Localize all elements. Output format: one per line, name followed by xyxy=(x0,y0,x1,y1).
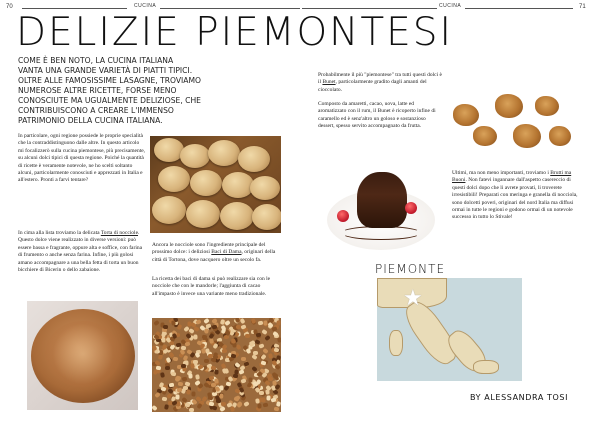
hazelnut-piece xyxy=(201,349,206,355)
hazelnut-piece xyxy=(214,378,219,384)
hazelnut-piece xyxy=(236,343,242,349)
lead-line: OLTRE ALLE FAMOSISSIME LASAGNE, TROVIAMO xyxy=(18,76,201,85)
hazelnut-piece xyxy=(255,398,260,404)
hazelnut-piece xyxy=(277,337,281,343)
hazelnut-piece xyxy=(190,363,195,369)
hazelnut-piece xyxy=(245,333,250,337)
brutti-paragraph xyxy=(452,170,580,222)
cookie xyxy=(190,170,222,196)
hazelnut-piece xyxy=(191,391,195,396)
hazelnut-piece xyxy=(272,380,277,385)
hazelnut-piece xyxy=(259,390,264,394)
header-rule-right-a xyxy=(302,8,437,9)
header-rule-left-a xyxy=(22,8,127,9)
hazelnut-piece xyxy=(256,333,261,338)
hazelnut-piece xyxy=(273,347,279,352)
star-icon: ★ xyxy=(403,286,423,311)
hazelnut-piece xyxy=(276,401,281,407)
hazelnut-piece xyxy=(258,403,262,408)
cookie xyxy=(453,104,479,126)
italy-map xyxy=(377,278,522,381)
map-sardinia xyxy=(389,330,403,356)
hazelnut-piece xyxy=(222,349,227,353)
byline: BY ALESSANDRA TOSI xyxy=(470,393,569,402)
hazelnut-piece xyxy=(274,406,280,411)
cookie xyxy=(513,124,541,148)
cookie xyxy=(535,96,559,116)
torta-link[interactable]: Torta di nocciole xyxy=(100,230,139,236)
section-label-right: CUCINA xyxy=(439,3,462,9)
map-label: PIEMONTE xyxy=(375,262,446,276)
lead-line: CONOSCIUTE MA UGUALMENTE DELIZIOSE, CHE xyxy=(18,96,201,105)
hazelnut-piece xyxy=(194,335,198,340)
hazelnut-piece xyxy=(163,324,168,328)
baci-text-before: Ancora le nocciole sono l'ingrediente principale del prossimo dolce: i deliziosi xyxy=(152,242,266,256)
bunet-link[interactable]: Bunet xyxy=(322,79,336,86)
baci-paragraph xyxy=(152,242,282,264)
lead-line: NUMEROSE ALTRE RICETTE, FORSE MENO xyxy=(18,86,177,95)
hazelnut-piece xyxy=(236,402,242,408)
baci-text-after: , originari della città di Tortona, dove nacquero oltre un secolo fa. xyxy=(152,249,276,263)
hazelnut-piece xyxy=(153,320,159,326)
lead-line: PATRIMONIO DELLA CUCINA ITALIANA. xyxy=(18,116,163,125)
bunet-text-after: , particolarmente gradito dagli amanti del cioccolato. xyxy=(318,79,427,93)
lead-line: VANTA UNA GRANDE VARIETÀ DI PIATTI TIPICI. xyxy=(18,66,193,75)
cookie xyxy=(186,200,220,228)
hazelnut-piece xyxy=(239,369,245,375)
hazelnut-piece xyxy=(205,328,209,333)
header-rule-right-b xyxy=(465,8,573,9)
raspberry xyxy=(405,202,417,214)
bunet-photo xyxy=(323,150,439,261)
hazelnut-piece xyxy=(182,376,188,381)
cookie xyxy=(473,126,497,146)
page-number-right: 71 xyxy=(579,4,586,10)
hazelnut-piece xyxy=(189,373,193,378)
raspberry xyxy=(337,210,349,222)
hazelnut-piece xyxy=(172,357,178,362)
page-title: DELIZIE PIEMONTESI xyxy=(16,10,454,55)
baci-link[interactable]: Baci di Dama xyxy=(211,249,242,256)
hazelnut-piece xyxy=(164,404,169,410)
hazelnut-piece xyxy=(184,402,190,407)
bunet-cake xyxy=(357,172,407,228)
hazelnut-piece xyxy=(214,369,218,374)
section-label-left: CUCINA xyxy=(134,3,157,9)
hazelnut-piece xyxy=(196,403,202,409)
hazelnuts-photo xyxy=(152,318,281,412)
cookie xyxy=(495,94,523,118)
hazelnut-piece xyxy=(171,320,176,326)
torta-paragraph xyxy=(18,230,146,274)
hazelnut-piece xyxy=(195,374,200,380)
hazelnut-piece xyxy=(161,397,167,402)
hazelnut-piece xyxy=(177,324,183,330)
baci-di-dama-photo xyxy=(150,136,281,233)
bunet-text-before: Probabilmente il più "piemontese" tra tutti questi dolci è il xyxy=(318,72,442,86)
hazelnut-piece xyxy=(266,396,270,401)
intro-paragraph: In particolare, ogni regione possiede le proprie specialità che la contraddistinguono dalle altre. In questo articolo mi focalizzerò sulla cucina piemontese, più precisamente, su alcuni dolci tipici di questa regione. Poiché la quantità di ricette è veramente notevole, ne ho scelti soltanto alcuni, particolarmente conosciuti e apprezzati in Italia e all'estero. Pronti a farvi tentare? xyxy=(18,133,146,184)
cookie xyxy=(250,176,280,200)
cookie xyxy=(180,144,210,168)
bunet-recipe-paragraph: Composto da amaretti, cacao, uova, latte ed aromatizzato con il rum, il Bunet è ricoperto infine di caramello ed è senz'altro un goloso e sostanzioso dessert, spesso servito accompagnato da frutta. xyxy=(318,101,436,130)
brutti-link[interactable]: Brutti ma Buoni xyxy=(452,170,572,184)
hazelnut-piece xyxy=(178,382,183,387)
page-number-left: 70 xyxy=(6,4,13,10)
lead-paragraph xyxy=(18,56,258,126)
torta-di-nocciole-photo xyxy=(27,301,138,410)
hazelnut-piece xyxy=(221,402,226,406)
cookie xyxy=(222,172,254,198)
lead-line: COME È BEN NOTO, LA CUCINA ITALIANA xyxy=(18,56,174,65)
cookie xyxy=(549,126,571,146)
lead-line: CONTRIBUISCONO A CREARE L'IMMENSO xyxy=(18,106,174,115)
hazelnut-piece xyxy=(253,351,258,355)
hazelnut-piece xyxy=(276,320,281,325)
cookie xyxy=(252,204,281,230)
brutti-text-before: Ultimi, ma non meno importanti, troviamo i xyxy=(452,170,551,176)
hazelnut-piece xyxy=(152,405,158,411)
hazelnut-piece xyxy=(263,403,269,408)
cookie xyxy=(158,166,190,192)
hazelnut-piece xyxy=(261,397,266,403)
cookie xyxy=(238,146,270,172)
cookie xyxy=(152,196,186,224)
hazelnut-piece xyxy=(236,325,241,329)
torta-text-after: . Questo dolce viene realizzato in diverse versioni: può essere bassa e fragrante, oppure alta e soffice, con farina di frumento o anche senza farina. Infine, i più golosi amano accompagnare a una bella fetta di torta un buon bicchiere di Bicerin o dello zabaione. xyxy=(18,230,143,274)
hazelnut-piece xyxy=(265,335,271,341)
bunet-paragraph xyxy=(318,72,442,94)
hazelnut-piece xyxy=(240,378,246,384)
hazelnut-piece xyxy=(165,366,170,370)
header-rule-left-b xyxy=(160,8,300,9)
hazelnut-piece xyxy=(261,329,267,335)
hazelnut-piece xyxy=(243,401,249,407)
hazelnut-piece xyxy=(186,390,191,396)
hazelnut-piece xyxy=(160,372,165,378)
hazelnut-piece xyxy=(181,364,186,368)
cookie xyxy=(220,202,254,230)
baci-recipe-paragraph: La ricetta dei baci di dama si può realizzare sia con le nocciole che con le mandorle; l'aggiunta di cacao all'impasto è invece una variante meno tradizionale. xyxy=(152,276,271,297)
brutti-text-after: . Non fatevi ingannare dall'aspetto casereccio di questi dolci dopo che li avrete provati, li troverete irresistibili! Preparati con meringa e granella di nocciola, sono dolcetti poveri, originari del nord Italia ma diffusi ormai in tutte le regioni e godono ormai di un notevole successo in tutto lo Stivale! xyxy=(452,177,578,221)
map-sicily xyxy=(473,360,499,374)
cookie xyxy=(208,140,240,166)
hazelnut-piece xyxy=(226,381,232,386)
caramel-swirl xyxy=(341,226,421,240)
cake-top xyxy=(45,321,121,387)
hazelnut-piece xyxy=(204,358,209,362)
hazelnut-piece xyxy=(176,394,180,399)
brutti-ma-buoni-photo xyxy=(445,86,575,156)
torta-text-before: In cima alla lista troviamo la delicata xyxy=(18,230,101,236)
